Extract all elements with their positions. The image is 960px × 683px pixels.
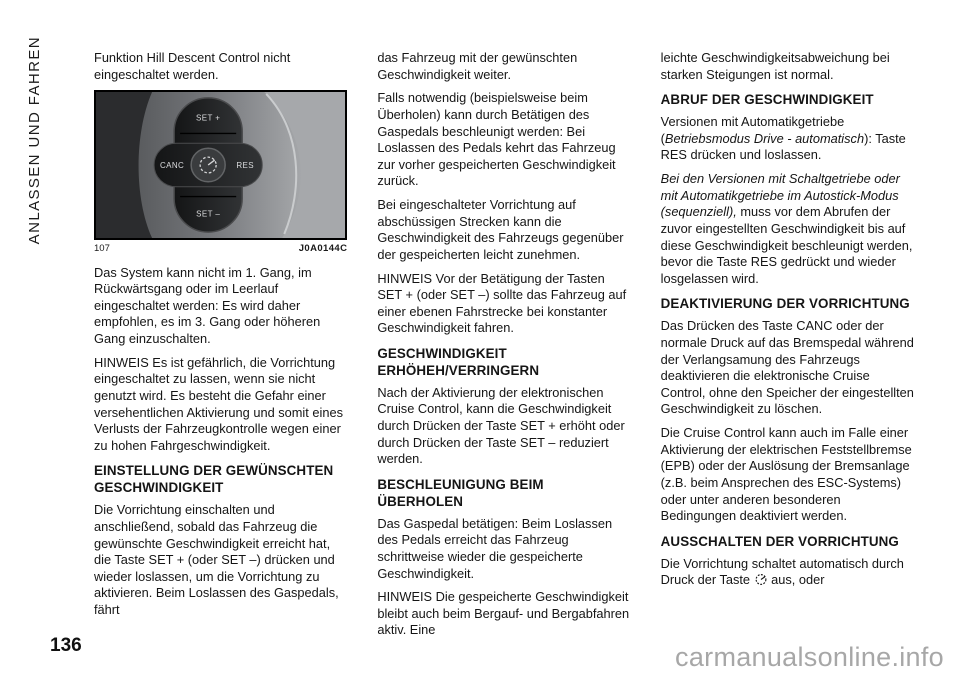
watermark: carmanualsonline.info bbox=[675, 642, 944, 672]
paragraph: Nach der Aktivierung der elektronischen Cruise Control, kann die Geschwindigkeit durch Drücken der Taste SET + erhöht oder durch Drücken der Taste SET – reduziert werden. bbox=[377, 384, 625, 467]
text-run: Die Vorrichtung schaltet automatisch durch Druck der Taste bbox=[660, 555, 904, 588]
content-columns bbox=[94, 50, 914, 646]
paragraph-system: Das System kann nicht im 1. Gang, im Rückwärtsgang oder im Leerlauf eingeschaltet werden: Es wird daher empfohlen, es im 3. Gang oder höheren Gang einzuschalten. bbox=[94, 264, 321, 347]
paragraph-abruf-schaltgetriebe bbox=[661, 171, 914, 287]
heading-erhoehen: GESCHWINDIGKEIT ERHÖHEH/VERRINGERN bbox=[377, 346, 540, 378]
paragraph: Das Gaspedal betätigen: Beim Loslassen des Pedals erreicht das Fahrzeug schrittweise wieder die gespeicherte Geschwindigkeit. bbox=[377, 515, 613, 581]
paragraph: Bei eingeschalteter Vorrichtung auf abschüssigen Strecken kann die Geschwindigkeit des Fahrzeugs gegenüber der gespeicherten leicht zunehmen. bbox=[377, 197, 624, 262]
page-number: 136 bbox=[50, 635, 82, 656]
chapter-sidebar-label: ANLASSEN UND FAHREN bbox=[26, 36, 43, 245]
set-minus-button-label: SET – bbox=[196, 209, 221, 219]
text-run-italic: Betriebsmodus Drive - automatisch bbox=[664, 130, 865, 146]
text-run-italic: Bei den Versionen mit Schaltgetriebe oder mit Automatikgetriebe im Autostick-Modus (sequenziell), bbox=[660, 171, 900, 220]
set-plus-button-label: SET + bbox=[195, 113, 221, 123]
res-button-label: RES bbox=[236, 161, 255, 171]
text-run: Versionen mit Automatikgetriebe ( bbox=[660, 114, 845, 146]
steering-controls-photo bbox=[94, 90, 347, 240]
heading-deaktivierung: DEAKTIVIERUNG DER VORRICHTUNG bbox=[660, 296, 910, 312]
heading-abruf: ABRUF DER GESCHWINDIGKEIT bbox=[660, 92, 874, 108]
figure-steering-controls bbox=[94, 90, 347, 255]
paragraph: Das Drücken des Taste CANC oder der normale Druck auf das Bremspedal während der Verlangsamung des Fahrzeugs deaktivieren die elektronische Cruise Control, ohne den Speicher der eingestellten Geschwindigkeit zu löschen. bbox=[660, 318, 914, 417]
heading-ausschalten: AUSSCHALTEN DER VORRICHTUNG bbox=[660, 533, 899, 549]
paragraph: leichte Geschwindigkeitsabweichung bei starken Steigungen ist normal. bbox=[660, 50, 890, 82]
column-2 bbox=[377, 50, 630, 646]
paragraph-einstellung: Die Vorrichtung einschalten und anschließend, sobald das Fahrzeug die gewünschte Geschwindigkeit erreicht hat, die Taste SET + (oder SET –) drücken und wieder loslassen, um die Vorrichtung zu aktivieren. Beim Loslassen des Gaspedals, fährt bbox=[94, 502, 339, 617]
paragraph: Falls notwendig (beispielsweise beim Überholen) kann durch Betätigen des Gaspedals beschleunigt werden: Bei Loslassen des Pedals kehrt das Fahrzeug zur vorher gespeicherten Geschwindigkeit zurück. bbox=[377, 90, 616, 189]
heading-einstellung: EINSTELLUNG DER GEWÜNSCHTEN GESCHWINDIGKEIT bbox=[94, 463, 334, 496]
paragraph-hinweis: HINWEIS Die gespeicherte Geschwindigkeit bleibt auch beim Bergauf- und Bergabfahren aktiv. Eine bbox=[377, 589, 630, 638]
column-3 bbox=[661, 50, 914, 646]
column-1 bbox=[94, 50, 347, 646]
paragraph-abruf-automatik bbox=[661, 114, 914, 164]
paragraph-intro: Funktion Hill Descent Control nicht eingeschaltet werden. bbox=[94, 50, 291, 82]
cruise-control-off-icon bbox=[754, 573, 768, 586]
paragraph-hinweis: HINWEIS Es ist gefährlich, die Vorrichtung eingeschaltet zu lassen, wenn sie nicht genutzt wird. Es besteht die Gefahr einer versehentlichen Aktivierung und somit eines Verlusts der Fahrzeugkontrolle wegen einer zu hohen Fahrgeschwindigkeit. bbox=[94, 354, 343, 453]
paragraph-ausschalten bbox=[661, 556, 914, 589]
text-run: aus, oder bbox=[767, 572, 825, 588]
center-button bbox=[191, 148, 225, 182]
paragraph-hinweis: HINWEIS Vor der Betätigung der Tasten SET + (oder SET –) sollte das Fahrzeug auf einer ebenen Fahrstrecke bei konstanter Geschwindigkeit fahren. bbox=[377, 270, 627, 336]
figure-caption bbox=[94, 243, 347, 255]
figure-number: 107 bbox=[94, 243, 110, 255]
paragraph: das Fahrzeug mit der gewünschten Geschwindigkeit weiter. bbox=[377, 50, 578, 82]
figure-code: J0A0144C bbox=[298, 243, 348, 255]
paragraph: Die Cruise Control kann auch im Falle einer Aktivierung der elektrischen Feststellbremse (EPB) oder der Auslösung der Bremsanlage (z.B. beim Ansprechen des ESC-Systems) oder unter anderen besonderen Bedingungen deaktiviert werden. bbox=[660, 425, 912, 524]
text-run: muss vor dem Abrufen der zuvor eingestellten Geschwindigkeit bis auf diese Geschwindigkeit beschleunigt werden, bevor die Taste RES gedrückt und wieder losgelassen wird. bbox=[660, 204, 913, 286]
steering-controls-illustration bbox=[96, 92, 345, 238]
canc-button-label: CANC bbox=[159, 161, 185, 171]
text-run: ): Taste RES drücken und loslassen. bbox=[660, 130, 906, 163]
heading-beschleunigung: BESCHLEUNIGUNG BEIM ÜBERHOLEN bbox=[377, 476, 544, 509]
